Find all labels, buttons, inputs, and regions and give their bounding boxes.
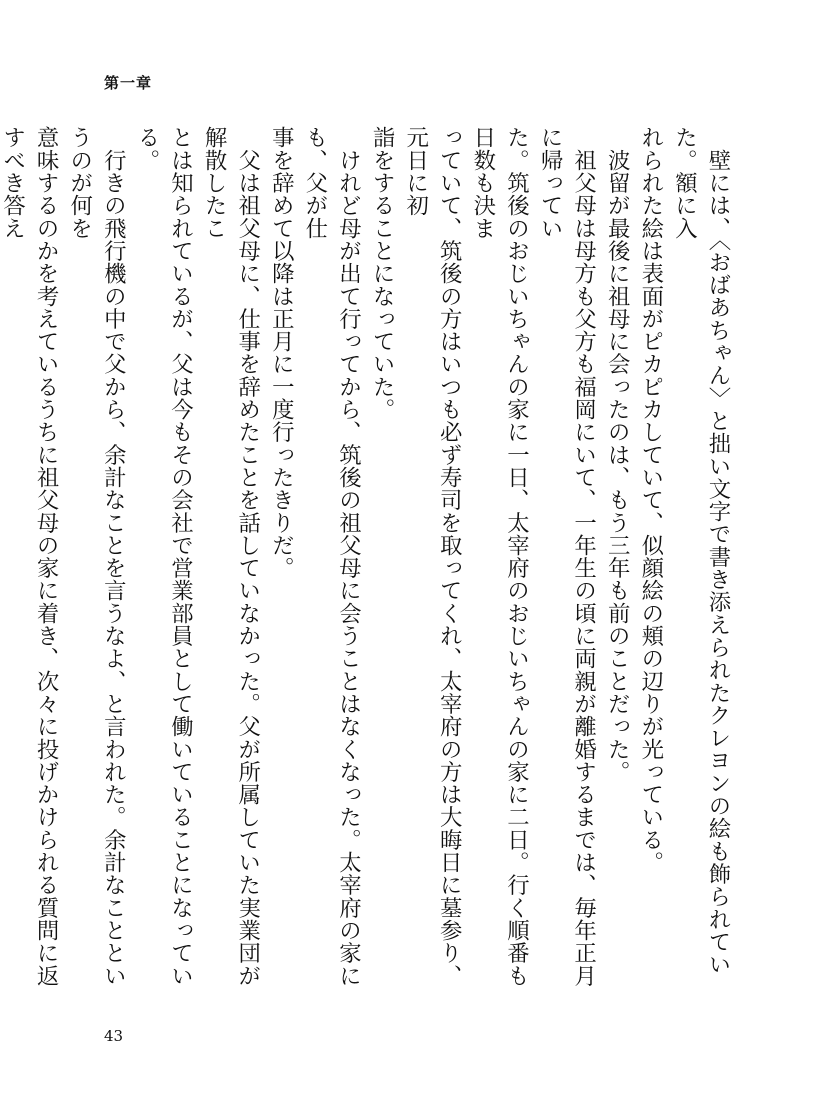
- chapter-label: 第一章: [104, 74, 153, 92]
- text-line: っていて、筑後の方はいつも必ず寿司を取ってくれ、太宰府の方は大晦日に墓参り、元日に初: [402, 126, 463, 987]
- text-line: 壁には、〈おばあちゃん〉と拙い文字で書き添えられたクレヨンの絵も飾られていた。額に入: [671, 126, 731, 976]
- text-line: 祖父母は母方も父方も福岡にいて、一年生の頃に両親が離婚するまでは、毎年正月に帰ってい: [537, 126, 597, 987]
- text-line: 父は祖父母に、仕事を辞めたことを話していなかった。父が所属していた実業団が解散したこ: [201, 126, 261, 987]
- main-text: [0, 126, 734, 1006]
- text-line: 意味するのかを考えているうちに祖父母の家に着き、次々に投げかけられる質問に返すべき答え: [0, 126, 60, 987]
- text-line: 行きの飛行機の中で父から、余計なことを言うなよ、と言われた。余計なことというのが何を: [66, 126, 127, 987]
- text-line: 波留が最後に祖母に会ったのは、もう三年も前のことだった。: [604, 126, 631, 783]
- text-line: れられた絵は表面がピカピカしていて、似顔絵の頬の辺りが光っている。: [637, 126, 664, 874]
- text-line: た。筑後のおじいちゃんの家に一日、太宰府のおじいちゃんの家に二日。行く順番も日数も決ま: [469, 126, 530, 987]
- text-line: 詣をすることになっていた。: [369, 126, 396, 421]
- text-line: 事を辞めて以降は正月に一度行ったきりだ。: [268, 126, 295, 579]
- text-line: とは知られているが、父は今もその会社で営業部員として働いていることになっている。: [133, 126, 194, 987]
- page-number: 43: [104, 1027, 124, 1045]
- text-line: けれど母が出て行ってから、筑後の祖父母に会うことはなくなった。太宰府の家にも、父が仕: [301, 126, 362, 987]
